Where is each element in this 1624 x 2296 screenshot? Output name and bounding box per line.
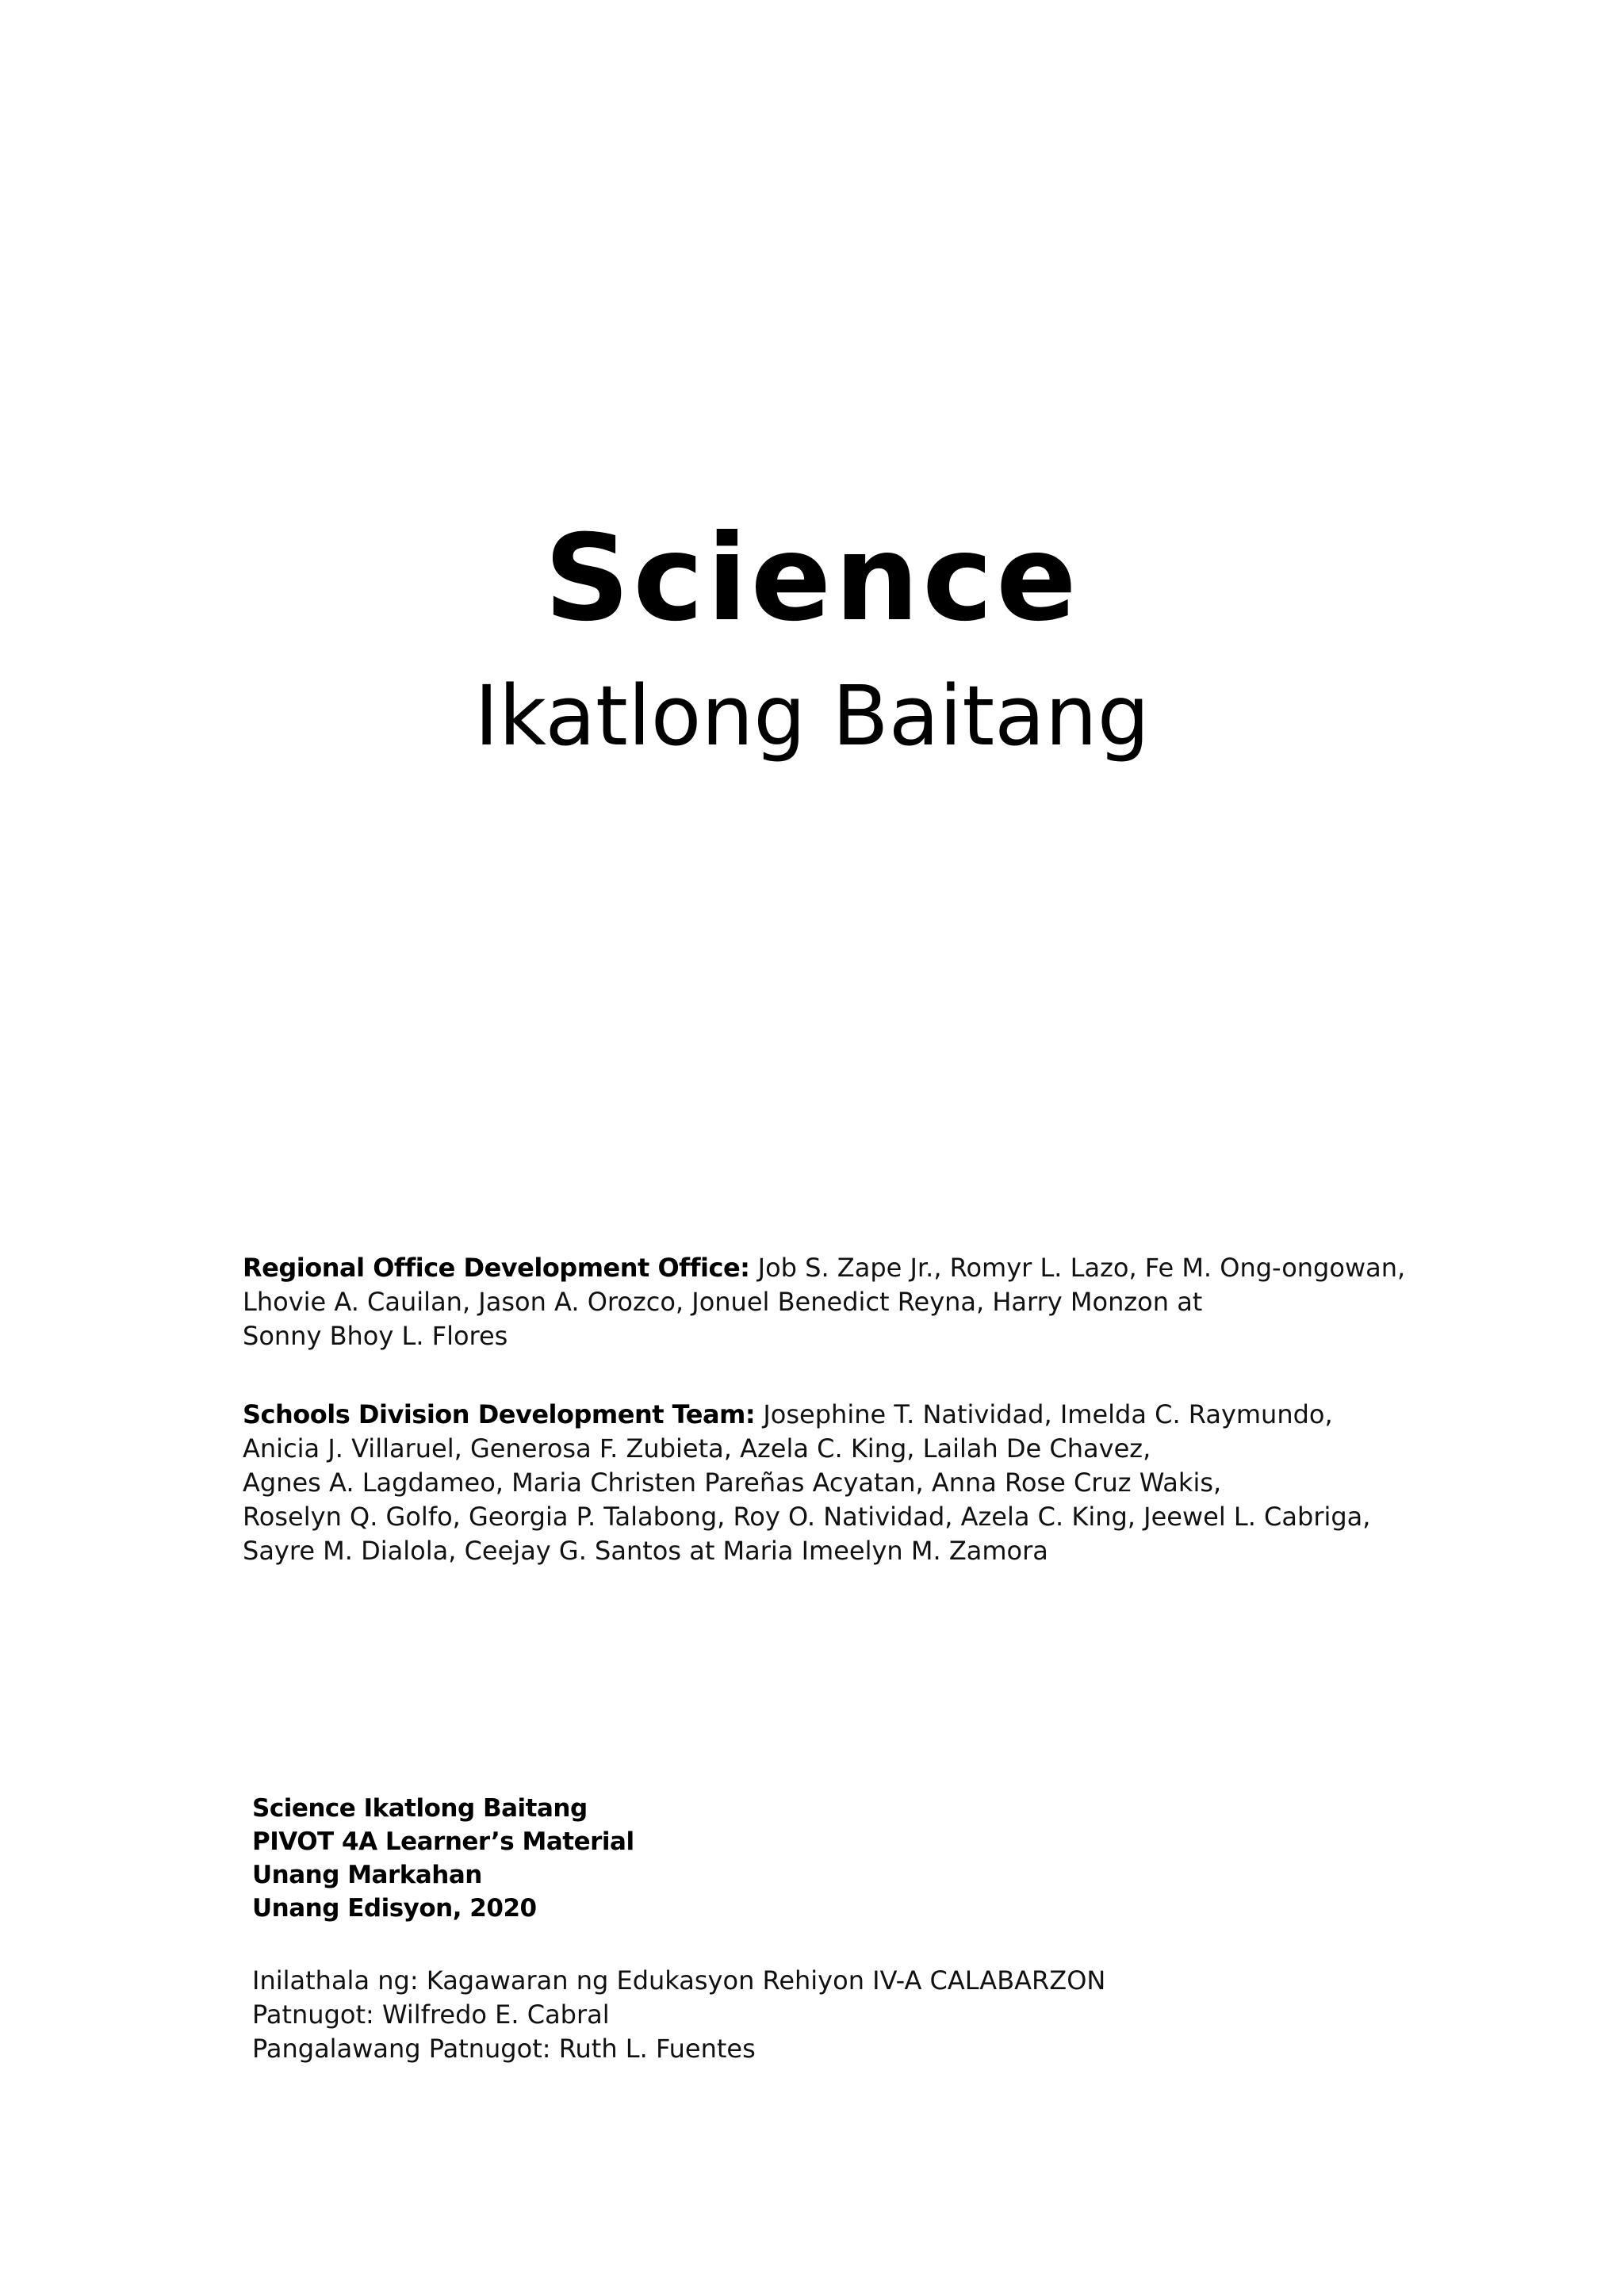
page-subtitle: Ikatlong Baitang (474, 668, 1150, 764)
schools-division-credits (243, 1398, 1511, 1568)
regional-office-credits (243, 1251, 1511, 1353)
edition-line: Science Ikatlong Baitang (252, 1794, 588, 1823)
credits-line: Roselyn Q. Golfo, Georgia P. Talabong, Roy O. Natividad, Azela C. King, Jeewel L. Cabriga, (243, 1502, 1371, 1532)
credits-line: Agnes A. Lagdameo, Maria Christen Pareñas Acyatan, Anna Rose Cruz Wakis, (243, 1468, 1222, 1498)
edition-info (252, 1792, 634, 1925)
publisher-line: Inilathala ng: Kagawaran ng Edukasyon Rehiyon IV-A CALABARZON (252, 1965, 1106, 1996)
regional-office-label: Regional Office Development Office: (243, 1253, 750, 1283)
credits-line: Anicia J. Villaruel, Generosa F. Zubieta, Azela C. King, Lailah De Chavez, (243, 1433, 1151, 1464)
credits-line: Sayre M. Dialola, Ceejay G. Santos at Maria Imeelyn M. Zamora (243, 1536, 1048, 1566)
publisher-line: Pangalawang Patnugot: Ruth L. Fuentes (252, 2034, 756, 2064)
credits-line: Sonny Bhoy L. Flores (243, 1321, 508, 1351)
edition-line: Unang Edisyon, 2020 (252, 1894, 537, 1923)
edition-line: PIVOT 4A Learner’s Material (252, 1827, 634, 1856)
publisher-info (252, 1964, 1105, 2066)
schools-division-label: Schools Division Development Team: (243, 1399, 756, 1429)
credits-line (243, 1251, 1511, 1285)
credits-line: Lhovie A. Cauilan, Jason A. Orozco, Jonuel Benedict Reyna, Harry Monzon at (243, 1287, 1203, 1317)
publisher-line: Patnugot: Wilfredo E. Cabral (252, 1999, 610, 2030)
credits-text: Josephine T. Natividad, Imelda C. Raymundo, (763, 1399, 1333, 1429)
credits-text: Job S. Zape Jr., Romyr L. Lazo, Fe M. Ong-ongowan, (757, 1253, 1406, 1283)
edition-line: Unang Markahan (252, 1861, 482, 1889)
credits-line (243, 1398, 1511, 1432)
page-title: Science (544, 510, 1080, 648)
